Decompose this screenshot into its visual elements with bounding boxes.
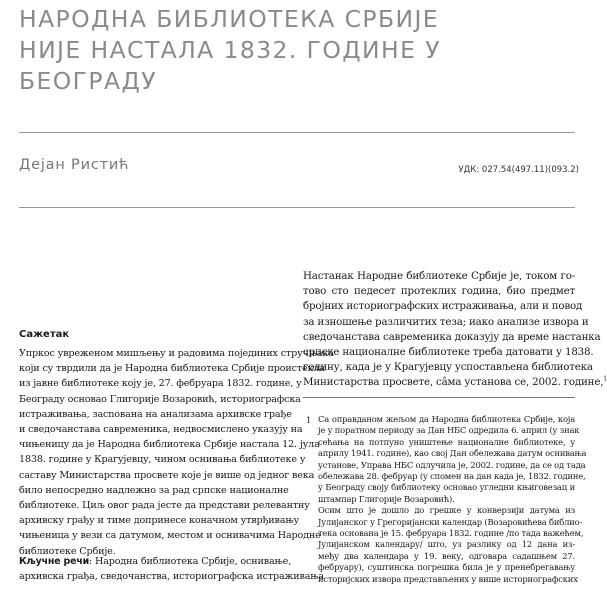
footnote-line: тека основана је 15. фебруара 1832. године /по тада важећем,: [318, 528, 584, 539]
abstract-line: библиотеке Србије.: [19, 545, 116, 557]
author-rule: [19, 207, 575, 208]
keywords: [19, 554, 324, 584]
abstract-line: Београду основао Глигорије Возаровић, историографска: [19, 393, 301, 405]
footnote-line: установе, Управа НБС одлучила је, 2002. године, да се од тада: [318, 459, 586, 470]
footnote-line: априлу 1941. године), као свој Дан обележава датум оснивања: [318, 448, 587, 459]
abstract-line: чињеница у вези са датумом, местом и оснивачима Народне: [19, 530, 321, 542]
udk-code: УДК: 027.54(497.11)(093.2): [458, 165, 579, 175]
abstract-line: архивску грађу и тиме допринесе коначном утврђивању: [19, 515, 299, 527]
abstract-line: из јавне библиотеке коју је, 27. фебруара 1832. године, у: [19, 378, 302, 390]
keywords-label: Кључне речи: [19, 556, 90, 567]
footnote-line: обележава 28. фебруар (у спомен на дан када је, 1832. године,: [318, 471, 586, 482]
body-line: [303, 375, 607, 390]
body-line: за изношење различитих теза; иако анализе извора и: [303, 315, 589, 328]
footnote-text: [318, 414, 587, 585]
title-rule: [19, 132, 575, 133]
footnote-line: Јулијанског у Грегоријански календар (Возаровићева библио-: [318, 516, 583, 527]
footnote-line: историјских извора представљених у више историографских: [318, 573, 578, 584]
footnote-line: фебруару), суштинска погрешка била је у пренебрегавању: [318, 562, 575, 573]
keywords-text: : Народна библиотека Србије, оснивање,: [89, 556, 292, 567]
footnote-line: међу два календара у 19. веку, одговара садашњем 27.: [318, 550, 575, 561]
body-line: сведочанстава савременика доказују да време настанка: [303, 330, 601, 343]
footnote-line: штампар Глигорије Возаровић).: [318, 493, 455, 504]
footnote-line: је у поратном периоду за Дан НБС одредила 6. април (у знак: [318, 425, 580, 436]
body-line: годину, када је у Крагујевцу успостављена библиотека: [303, 361, 593, 374]
abstract-line: истраживања, засnована на анализама архивске грађе: [19, 408, 292, 420]
footnote-line: у Београду своју библиотеку основао угледни књиговезац и: [318, 482, 575, 493]
author-name: Дејан Ристић: [19, 157, 130, 173]
body-line: тово сто педесет протеклих година, био предмет: [303, 285, 575, 298]
body-line: српске националне библиотеке треба датовати у 1838.: [303, 346, 594, 359]
abstract-line: који су тврдили да је Народна библиотека Србије проистекла: [19, 363, 325, 375]
title-line: НАРОДНА БИБЛИОТЕКА СРБИЈЕ: [19, 5, 440, 33]
abstract-line: чињеницу да је Народна библиотека Србије настала 12. јула: [19, 439, 320, 451]
abstract-line: било непосредно надлежно за рад српске националне: [19, 484, 289, 496]
abstract-line: саставу Министарства просвете које је више од једног века: [19, 469, 315, 481]
footnote-line: сећања на потпуно уништење националне библиотеке, у: [318, 436, 575, 447]
body-line: Настанак Народне библиотеке Србије је, током го-: [303, 270, 575, 282]
footnote-line: Осим што је дошло до грешке у конверзији датума из: [318, 505, 575, 516]
abstract-heading: Сажетак: [19, 329, 70, 340]
footnote-line: Јулијанском календару/ што, уз разлику од 12 дана из-: [318, 539, 575, 550]
title-line: НИЈЕ НАСТАЛА 1832. ГОДИНЕ У: [19, 36, 441, 64]
footnote-number: 1: [306, 415, 312, 425]
body-text: [303, 269, 607, 391]
abstract-line: Упркос увреженом мишљењу и радовима појединих стручњака: [19, 348, 334, 359]
keywords-line: [19, 554, 292, 569]
abstract-line: 1838. године у Крагујевцу, чином оснивања библиотеке у: [19, 454, 306, 466]
abstract-text: [19, 346, 334, 559]
footnote-ref[interactable]: 1: [603, 376, 607, 383]
title-line: БЕОГРАДУ: [19, 67, 157, 95]
article-title: [19, 4, 579, 97]
body-line-text: Министарства просвете, сâма установа се, 2002. године,: [303, 376, 604, 389]
footnote-rule: [303, 397, 575, 398]
body-line: бројних историографских истраживања, али и повод: [303, 300, 583, 313]
abstract-line: библиотеке. Циљ овог рада јесте да представи релевантну: [19, 500, 310, 512]
footnote-line: Са оправданом жељом да Народна библиотека Србије, која: [318, 414, 575, 424]
keywords-line: архивска грађа, сведочанства, историографска истраживања: [19, 571, 324, 583]
abstract-line: и сведочанстава савременика, недвосмислено указују на: [19, 424, 303, 436]
